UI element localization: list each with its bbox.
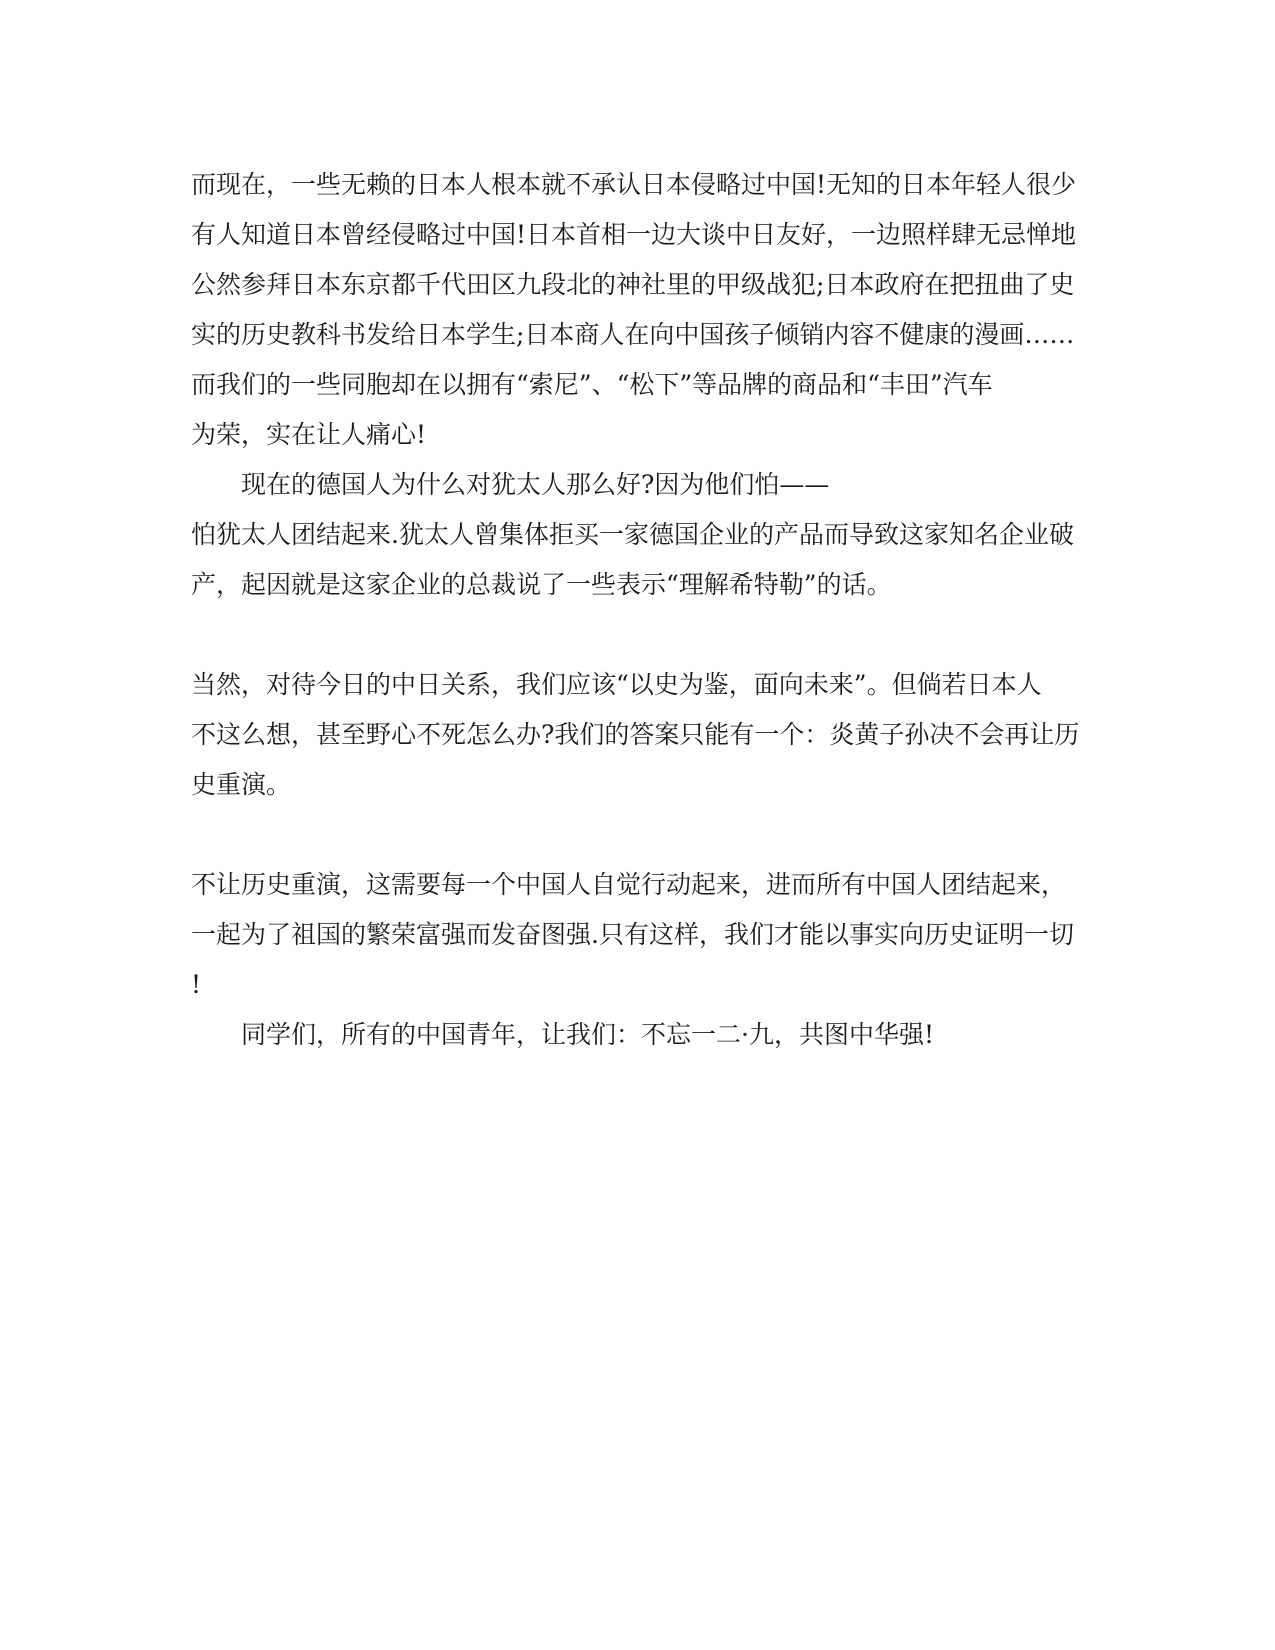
text-line: 有人知道日本曾经侵略过中国!日本首相一边大谈中日友好，一边照样肆无忌惮地 [191, 220, 1077, 249]
paragraph-1 [191, 160, 1087, 460]
text-line: 不让历史重演，这需要每一个中国人自觉行动起来，进而所有中国人团结起来， [191, 870, 1067, 899]
text-line: 史重演。 [191, 770, 292, 799]
paragraph-2 [191, 460, 1087, 610]
text-line: ! [191, 970, 202, 999]
text-line: 当然，对待今日的中日关系，我们应该“以史为鉴，面向未来”。但倘若日本人 [191, 670, 1042, 699]
text-line: 一起为了祖国的繁荣富强而发奋图强.只有这样，我们才能以事实向历史证明一切 [191, 920, 1074, 949]
text-line: 为荣，实在让人痛心! [191, 420, 427, 449]
paragraph-4 [191, 860, 1087, 1010]
text-line: 实的历史教科书发给日本学生;日本商人在向中国孩子倾销内容不健康的漫画…… [191, 320, 1075, 349]
text-line: 产，起因就是这家企业的总裁说了一些表示“理解希特勒”的话。 [191, 570, 892, 599]
text-line: 不这么想，甚至野心不死怎么办?我们的答案只能有一个：炎黄子孙决不会再让历 [191, 720, 1080, 749]
document-body [191, 160, 1087, 1060]
blank-line [191, 810, 1087, 860]
text-line: 同学们，所有的中国青年，让我们：不忘一二·九，共图中华强! [241, 1020, 934, 1049]
blank-line [191, 610, 1087, 660]
text-line: 公然参拜日本东京都千代田区九段北的神社里的甲级战犯;日本政府在把扭曲了史 [191, 270, 1075, 299]
paragraph-3 [191, 660, 1087, 810]
text-line: 怕犹太人团结起来.犹太人曾集体拒买一家德国企业的产品而导致这家知名企业破 [191, 520, 1074, 549]
text-line: 现在的德国人为什么对犹太人那么好?因为他们怕—— [241, 470, 830, 499]
text-line: 而现在，一些无赖的日本人根本就不承认日本侵略过中国!无知的日本年轻人很少 [191, 170, 1077, 199]
text-line: 而我们的一些同胞却在以拥有“索尼”、“松下”等品牌的商品和“丰田”汽车 [191, 370, 993, 399]
paragraph-5 [191, 1010, 1087, 1060]
